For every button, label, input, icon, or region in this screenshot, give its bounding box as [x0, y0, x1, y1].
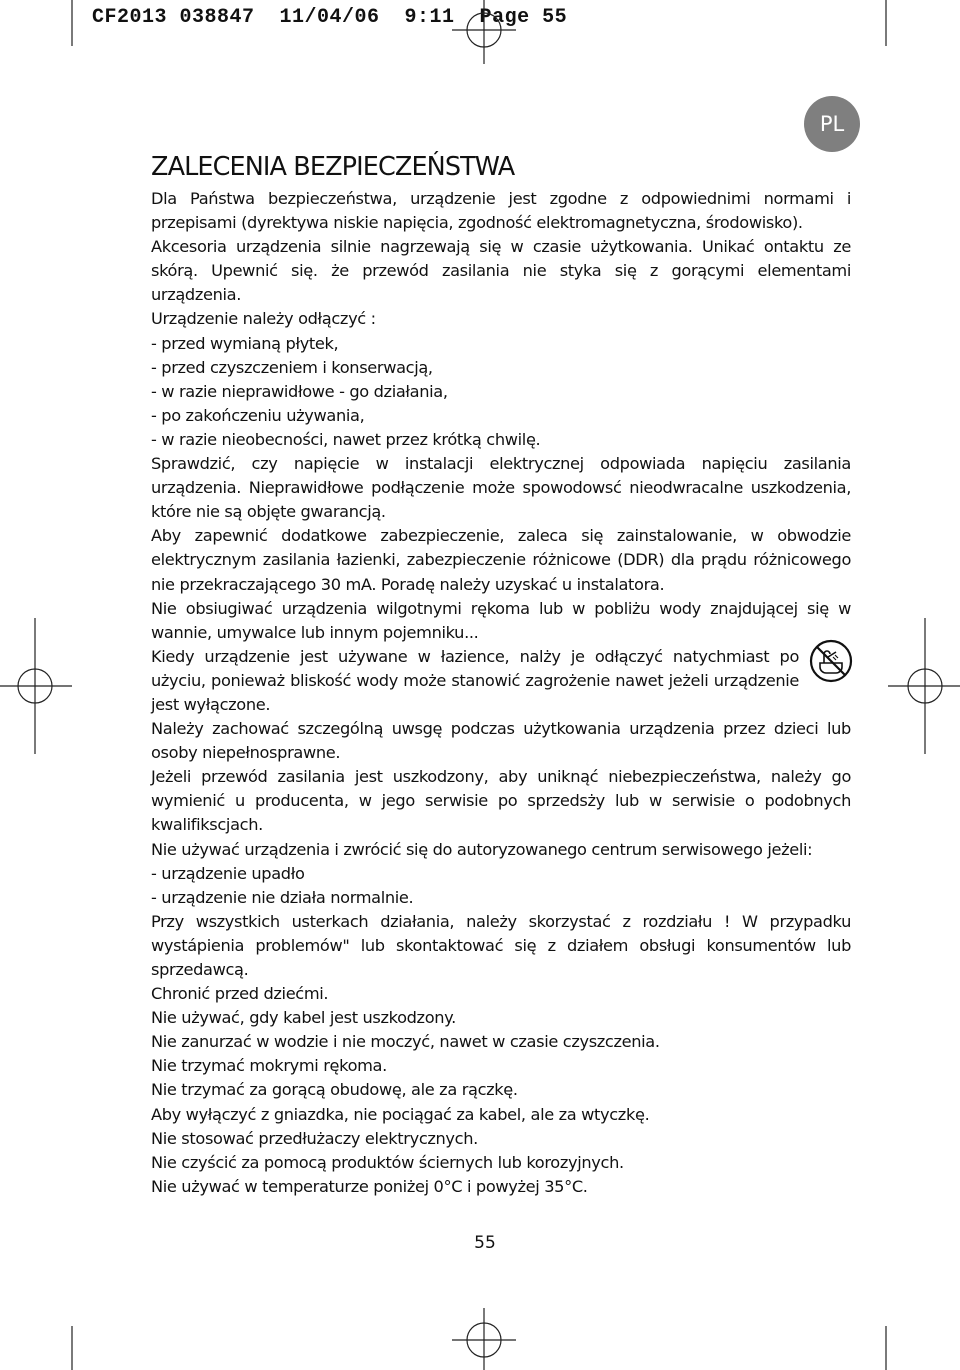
paragraph: Nie trzymać mokrymi rękoma. [151, 1056, 387, 1076]
list-item: - przed wymianą płytek, [151, 333, 339, 353]
paragraph: Aby wyłączyć z gniazdka, nie pociągać za kabel, ale za wtyczkę. [151, 1104, 650, 1124]
list-item: - w razie nieobecności, nawet przez krótką chwilę. [151, 429, 541, 449]
paragraph: Aby zapewnić dodatkowe zabezpieczenie, zaleca się zainstalowanie, w obwodzie elektrycznym zasilania łazienki, zabezpieczenie różnicowe (DDR) dla prądu różnicowego nie przekraczającego 30 mA. Poradę należy uzyskać u instalatora. [151, 526, 851, 594]
paragraph: Akcesoria urządzenia silnie nagrzewają się w czasie użytkowania. Unikać ontaktu ze skórą. Upewnić się. że przewód zasilania nie styka się z gorącymi elementami urządzenia. [151, 237, 851, 305]
list-item: - po zakończeniu używania, [151, 405, 365, 425]
paragraph: Nie czyścić za pomocą produktów ściernych lub korozyjnych. [151, 1152, 624, 1172]
paragraph: Przy wszystkich usterkach działania, należy skorzystać z rozdziału ! W przypadku wystápienia problemów" lub skontaktować się z działem obsługi konsumentów lub sprzedawcą. [151, 911, 851, 979]
section-title: ZALECENIA BEZPIECZEŃSTWA [151, 152, 515, 182]
paragraph: Nie zanurzać w wodzie i nie moczyć, nawet w czasie czyszczenia. [151, 1032, 660, 1052]
crosshair-icon [452, 1308, 516, 1370]
paragraph: Nie używać w temperaturze poniżej 0°C i powyżej 35°C. [151, 1176, 588, 1196]
language-badge: PL [804, 96, 860, 152]
paragraph: Kiedy urządzenie jest używane w łazience, nalży je odłączyć natychmiast po użyciu, ponieważ bliskość wody może stanowić zagrożenie nawet jeżeli urządzenie jest wyłączone. [151, 646, 799, 714]
paragraph: Nie trzymać za gorącą obudowę, ale za rączkę. [151, 1080, 518, 1100]
print-slug: CF2013 038847 11/04/06 9:11 Page 55 [92, 6, 568, 29]
crosshair-icon [452, 0, 516, 64]
list-item: - urządzenie upadło [151, 863, 305, 883]
safety-instructions [151, 187, 851, 1199]
list-item: - przed czyszczeniem i konserwacją, [151, 357, 433, 377]
paragraph: Należy zachować szczególną uwsgę podczas użytkowania urządzenia przez dzieci lub osoby niepełnosprawne. [151, 719, 851, 763]
paragraph: Nie stosować przedłużaczy elektrycznych. [151, 1128, 478, 1148]
no-bath-use-icon [808, 638, 854, 684]
paragraph: Nie obsiugiwać urządzenia wilgotnymi rękoma lub w pobliżu wody znajdującej się w wannie, umywalce lub innym pojemniku... [151, 598, 851, 642]
paragraph: Chronić przed dziećmi. [151, 984, 329, 1004]
paragraph: Nie używać, gdy kabel jest uszkodzony. [151, 1008, 456, 1028]
paragraph: Jeżeli przewód zasilania jest uszkodzony, aby uniknąć niebezpieczeństwa, należy go wymienić u producenta, w jego serwisie po sprzedsży lub w serwisie o podobnych kwalifikscjach. [151, 767, 851, 835]
paragraph: Dla Państwa bezpieczeństwa, urządzenie jest zgodne z odpowiednimi normami i przepisami (dyrektywa niskie napięcia, zgodność elektromagnetyczna, środowisko). [151, 189, 851, 233]
crosshair-icon [888, 618, 960, 754]
paragraph: Urządzenie należy odłączyć : [151, 309, 376, 329]
list-item: - w razie nieprawidłowe - go działania, [151, 381, 448, 401]
paragraph: Sprawdzić, czy napięcie w instalacji elektrycznej odpowiada napięciu zasilania urządzenia. Nieprawidłowe podłączenie może spowodowsć nieodwracalne uszkodzenia, które nie są objęte gwarancją. [151, 454, 851, 522]
paragraph: Nie używać urządzenia i zwrócić się do autoryzowanego centrum serwisowego jeżeli: [151, 839, 813, 859]
page-number: 55 [474, 1233, 496, 1253]
crosshair-icon [0, 618, 72, 754]
list-item: - urządzenie nie działa normalnie. [151, 887, 414, 907]
